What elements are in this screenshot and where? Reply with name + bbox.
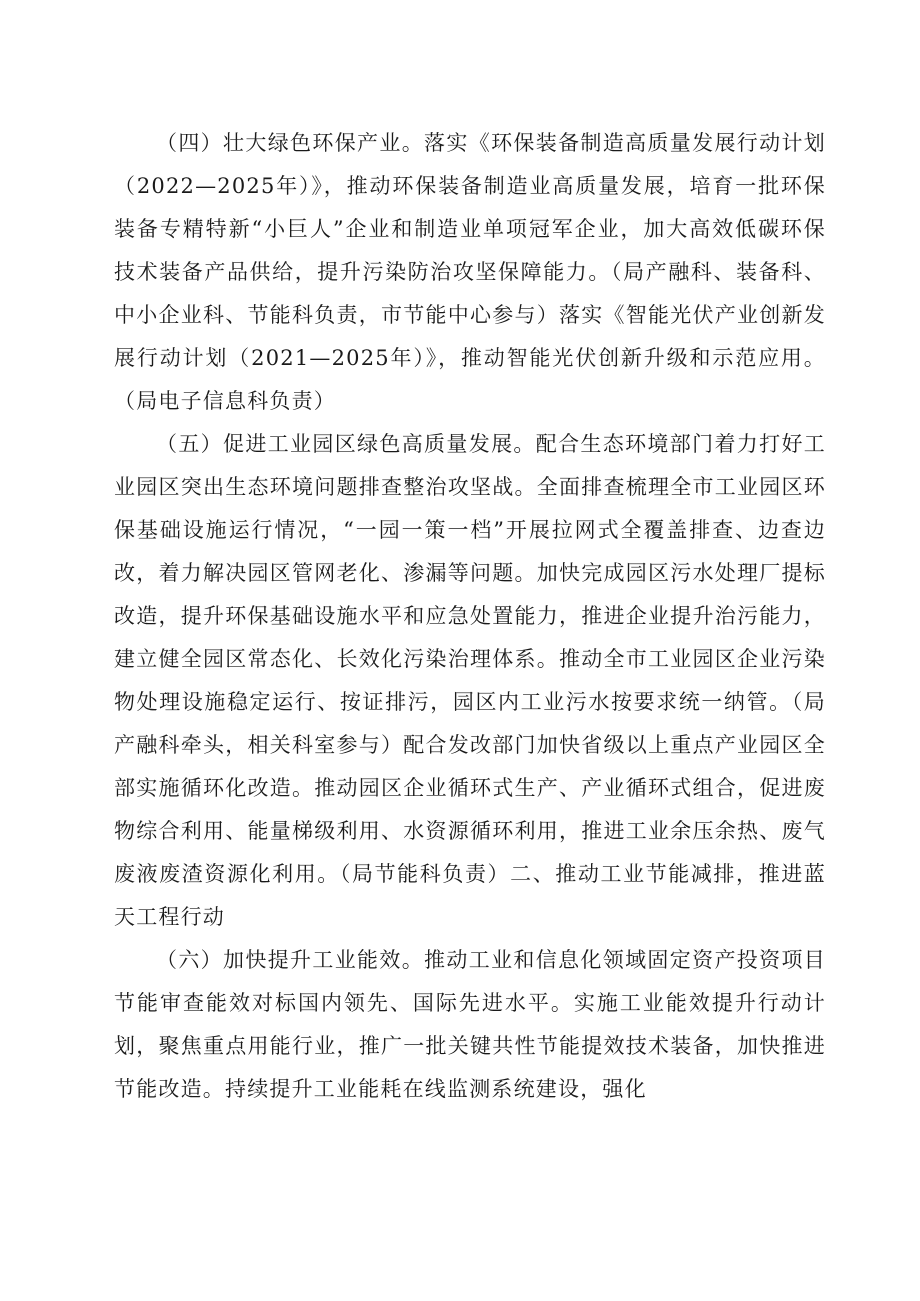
paragraph-industrial-parks: （五）促进工业园区绿色高质量发展。配合生态环境部门着力打好工业园区突出生态环境问题排查整治攻坚战。全面排查梳理全市工业园区环保基础设施运行情况，“一园一策一档”开展拉网式全覆盖排查、边查边改，着力解决园区管网老化、渗漏等问题。加快完成园区污水处理厂提标改造，提升环保基础设施水平和应急处置能力，推进企业提升治污能力，建立健全园区常态化、长效化污染治理体系。推动全市工业园区企业污染物处理设施稳定运行、按证排污，园区内工业污水按要求统一纳管。（局产融科牵头，相关科室参与）配合发改部门加快省级以上重点产业园区全部实施循环化改造。推动园区企业循环式生产、产业循环式组合，促进废物综合利用、能量梯级利用、水资源循环利用，推进工业余压余热、废气废液废渣资源化利用。（局节能科负责）二、推动工业节能减排，推进蓝天工程行动 — [114, 432, 826, 929]
paragraph-green-industry: （四）壮大绿色环保产业。落实《环保装备制造高质量发展行动计划（2022—2025年）》，推动环保装备制造业高质量发展，培育一批环保装备专精特新“小巨人”企业和制造业单项冠军企业，加大高效低碳环保技术装备产品供给，提升污染防治攻坚保障能力。（局产融科、装备科、中小企业科、节能科负责，市节能中心参与）落实《智能光伏产业创新发展行动计划（2021—2025年）》，推动智能光伏创新升级和示范应用。（局电子信息科负责） — [114, 131, 826, 413]
document-body — [114, 122, 826, 1111]
paragraph-energy-efficiency: （六）加快提升工业能效。推动工业和信息化领域固定资产投资项目节能审查能效对标国内领先、国际先进水平。实施工业能效提升行动计划，聚焦重点用能行业，推广一批关键共性节能提效技术装备，加快推进节能改造。持续提升工业能耗在线监测系统建设，强化 — [114, 948, 826, 1101]
